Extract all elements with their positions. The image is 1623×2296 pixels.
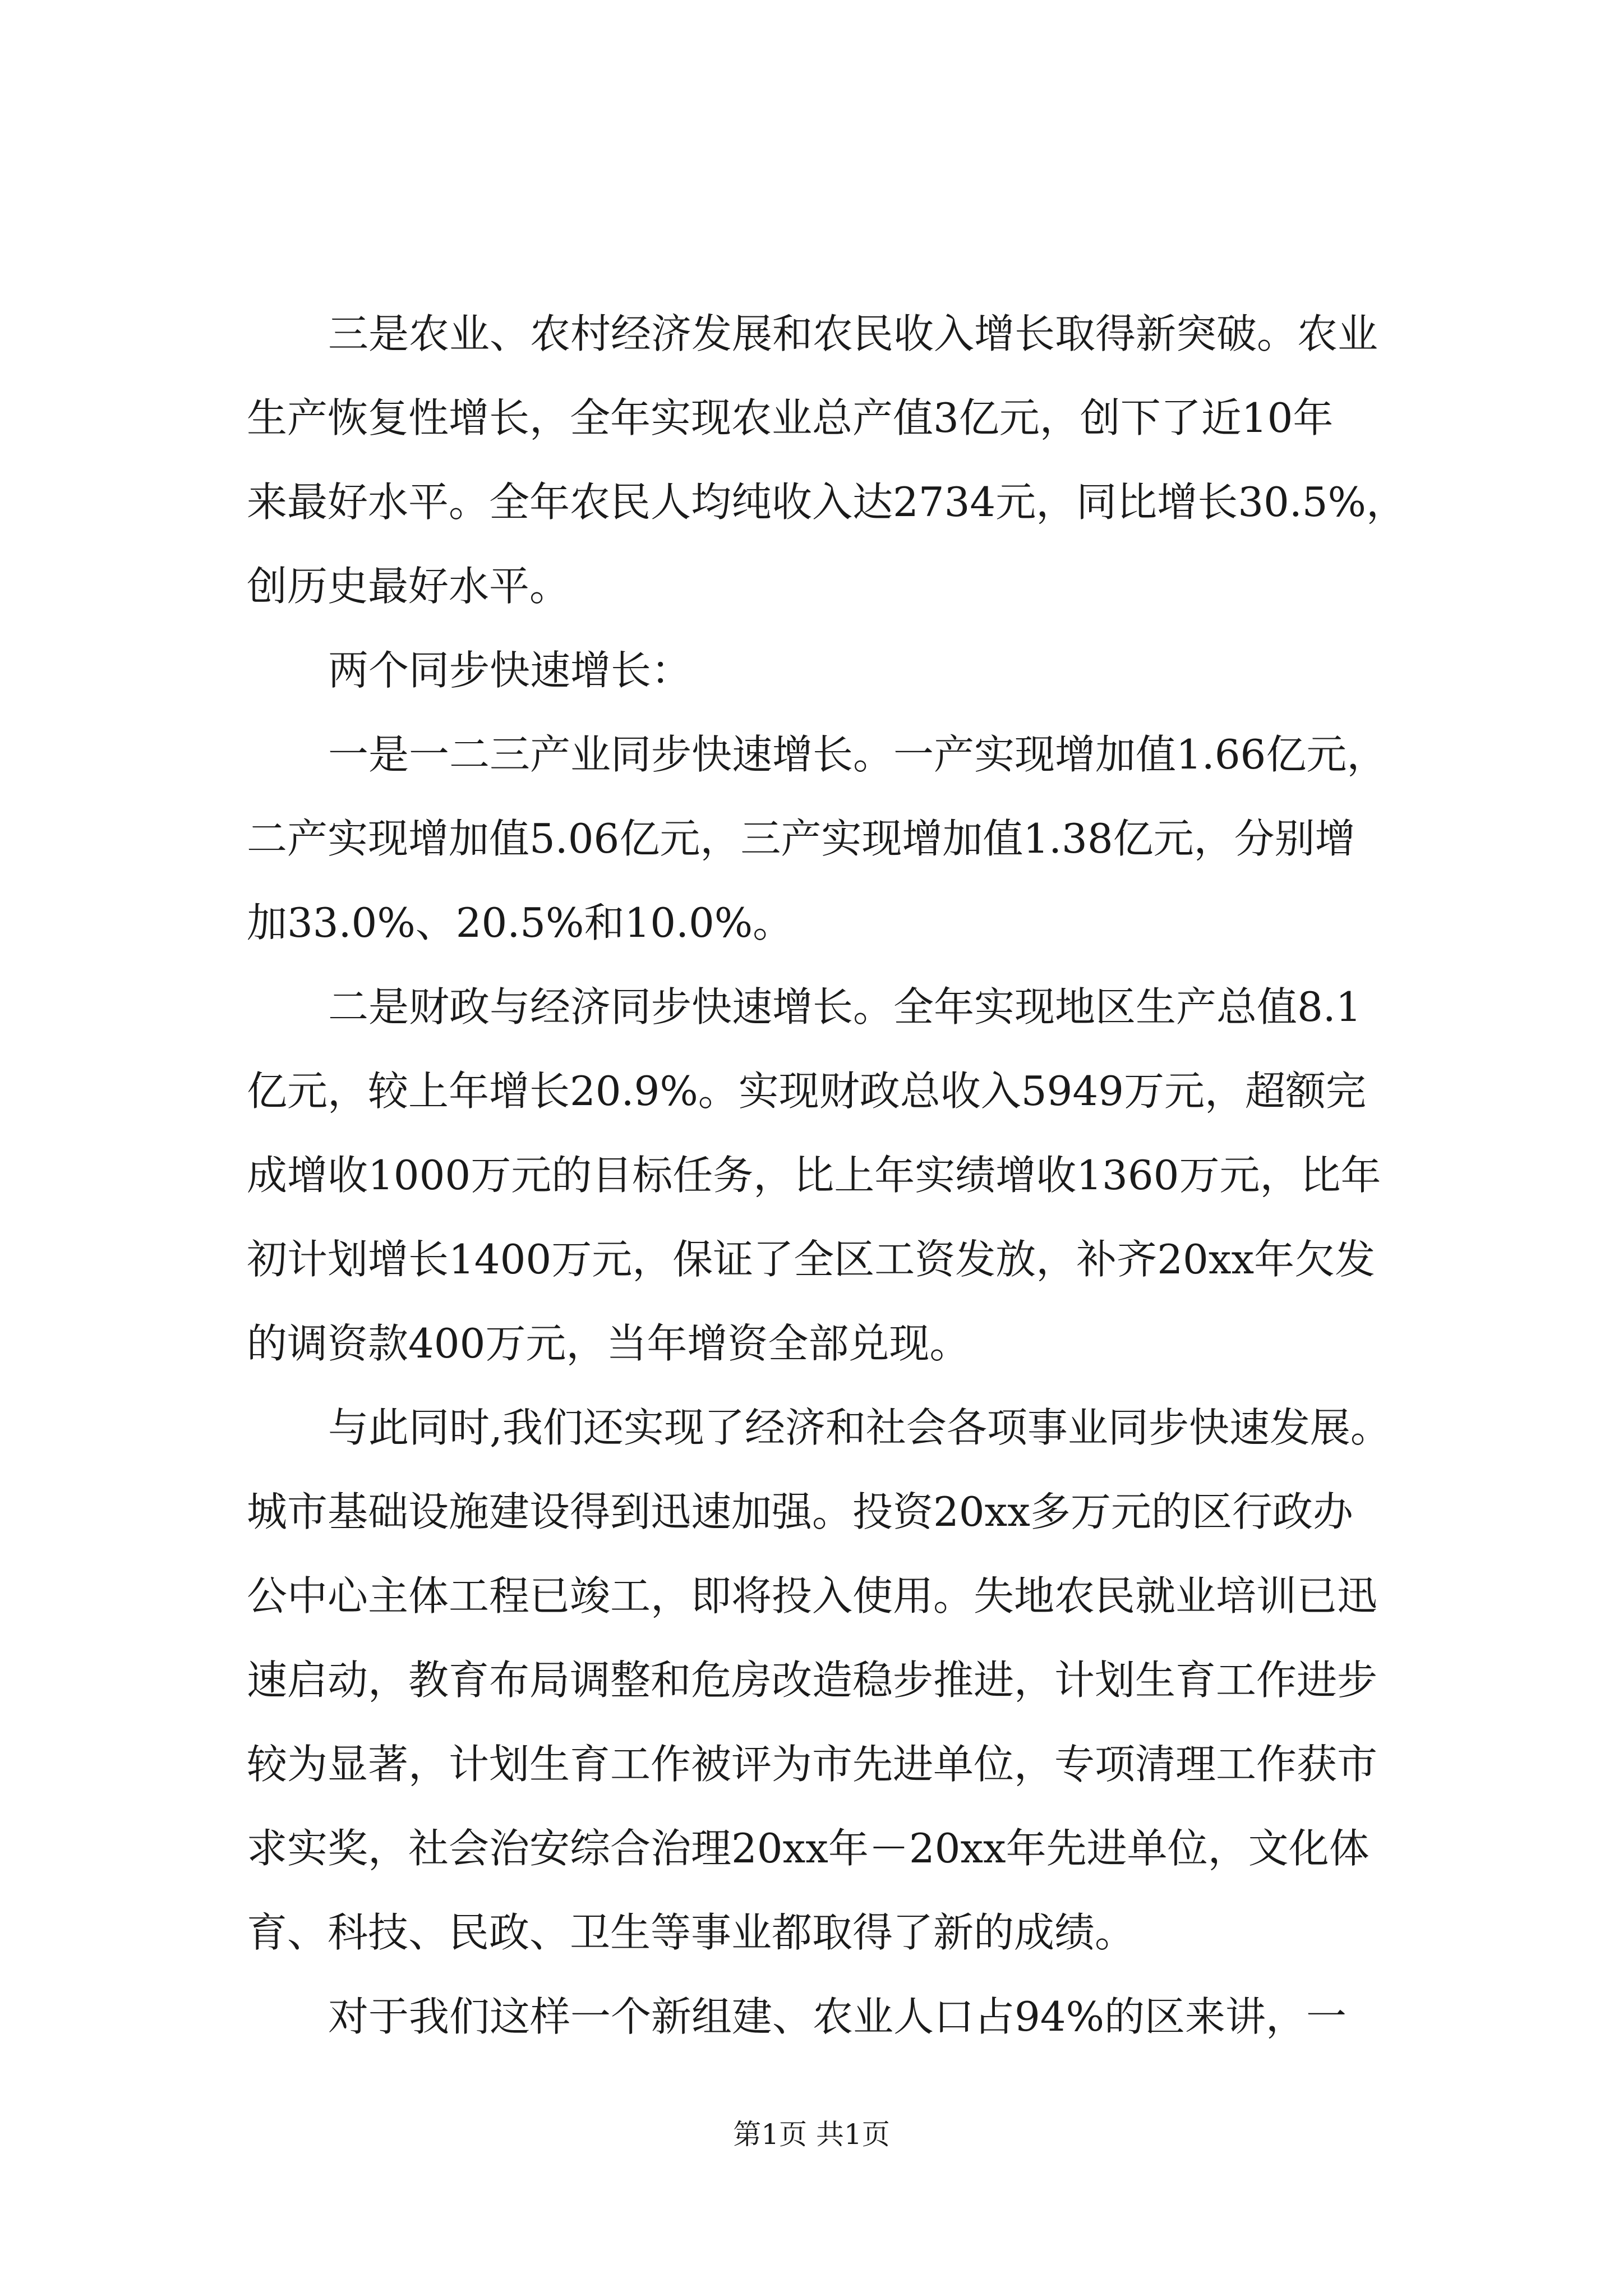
document-body [247,292,1469,2059]
paragraph-line: 与此同时,我们还实现了经济和社会各项事业同步快速发展。 [328,1404,1391,1451]
paragraph-line: 成增收1000万元的目标任务，比上年实绩增收1360万元，比年 [247,1152,1381,1199]
page-number-footer: 第1页 共1页 [733,2118,890,2151]
paragraph-line: 一是一二三产业同步快速增长。一产实现增加值1.66亿元， [328,731,1387,778]
paragraph-line: 生产恢复性增长，全年实现农业总产值3亿元，创下了近10年 [247,394,1334,441]
paragraph-line: 三是农业、农村经济发展和农民收入增长取得新突破。农业 [328,310,1378,357]
paragraph-line: 城市基础设施建设得到迅速加强。投资20xx多万元的区行政办 [247,1488,1353,1535]
paragraph-line: 两个同步快速增长： [328,647,692,694]
paragraph-line: 公中心主体工程已竣工，即将投入使用。失地农民就业培训已迅 [247,1572,1378,1619]
paragraph-line: 来最好水平。全年农民人均纯收入达2734元，同比增长30.5%， [247,478,1407,526]
paragraph-line: 求实奖，社会治安综合治理20xx年－20xx年先进单位，文化体 [247,1825,1370,1872]
paragraph-line: 亿元，较上年增长20.9%。实现财政总收入5949万元，超额完 [247,1068,1366,1115]
paragraph-line: 创历史最好水平。 [247,563,570,610]
paragraph-line: 对于我们这样一个新组建、农业人口占94%的区来讲，一 [328,1993,1347,2040]
paragraph-line: 的调资款400万元，当年增资全部兑现。 [247,1320,970,1367]
paragraph-line: 二是财政与经济同步快速增长。全年实现地区生产总值8.1 [328,983,1362,1030]
paragraph-line: 育、科技、民政、卫生等事业都取得了新的成绩。 [247,1909,1136,1956]
paragraph-line: 初计划增长1400万元，保证了全区工资发放，补齐20xx年欠发 [247,1236,1376,1283]
paragraph-line: 较为显著，计划生育工作被评为市先进单位，专项清理工作获市 [247,1741,1378,1788]
paragraph-line: 加33.0%、20.5%和10.0%。 [247,899,794,946]
paragraph-line: 速启动，教育布局调整和危房改造稳步推进，计划生育工作进步 [247,1657,1378,1704]
paragraph-line: 二产实现增加值5.06亿元，三产实现增加值1.38亿元，分别增 [247,815,1355,862]
